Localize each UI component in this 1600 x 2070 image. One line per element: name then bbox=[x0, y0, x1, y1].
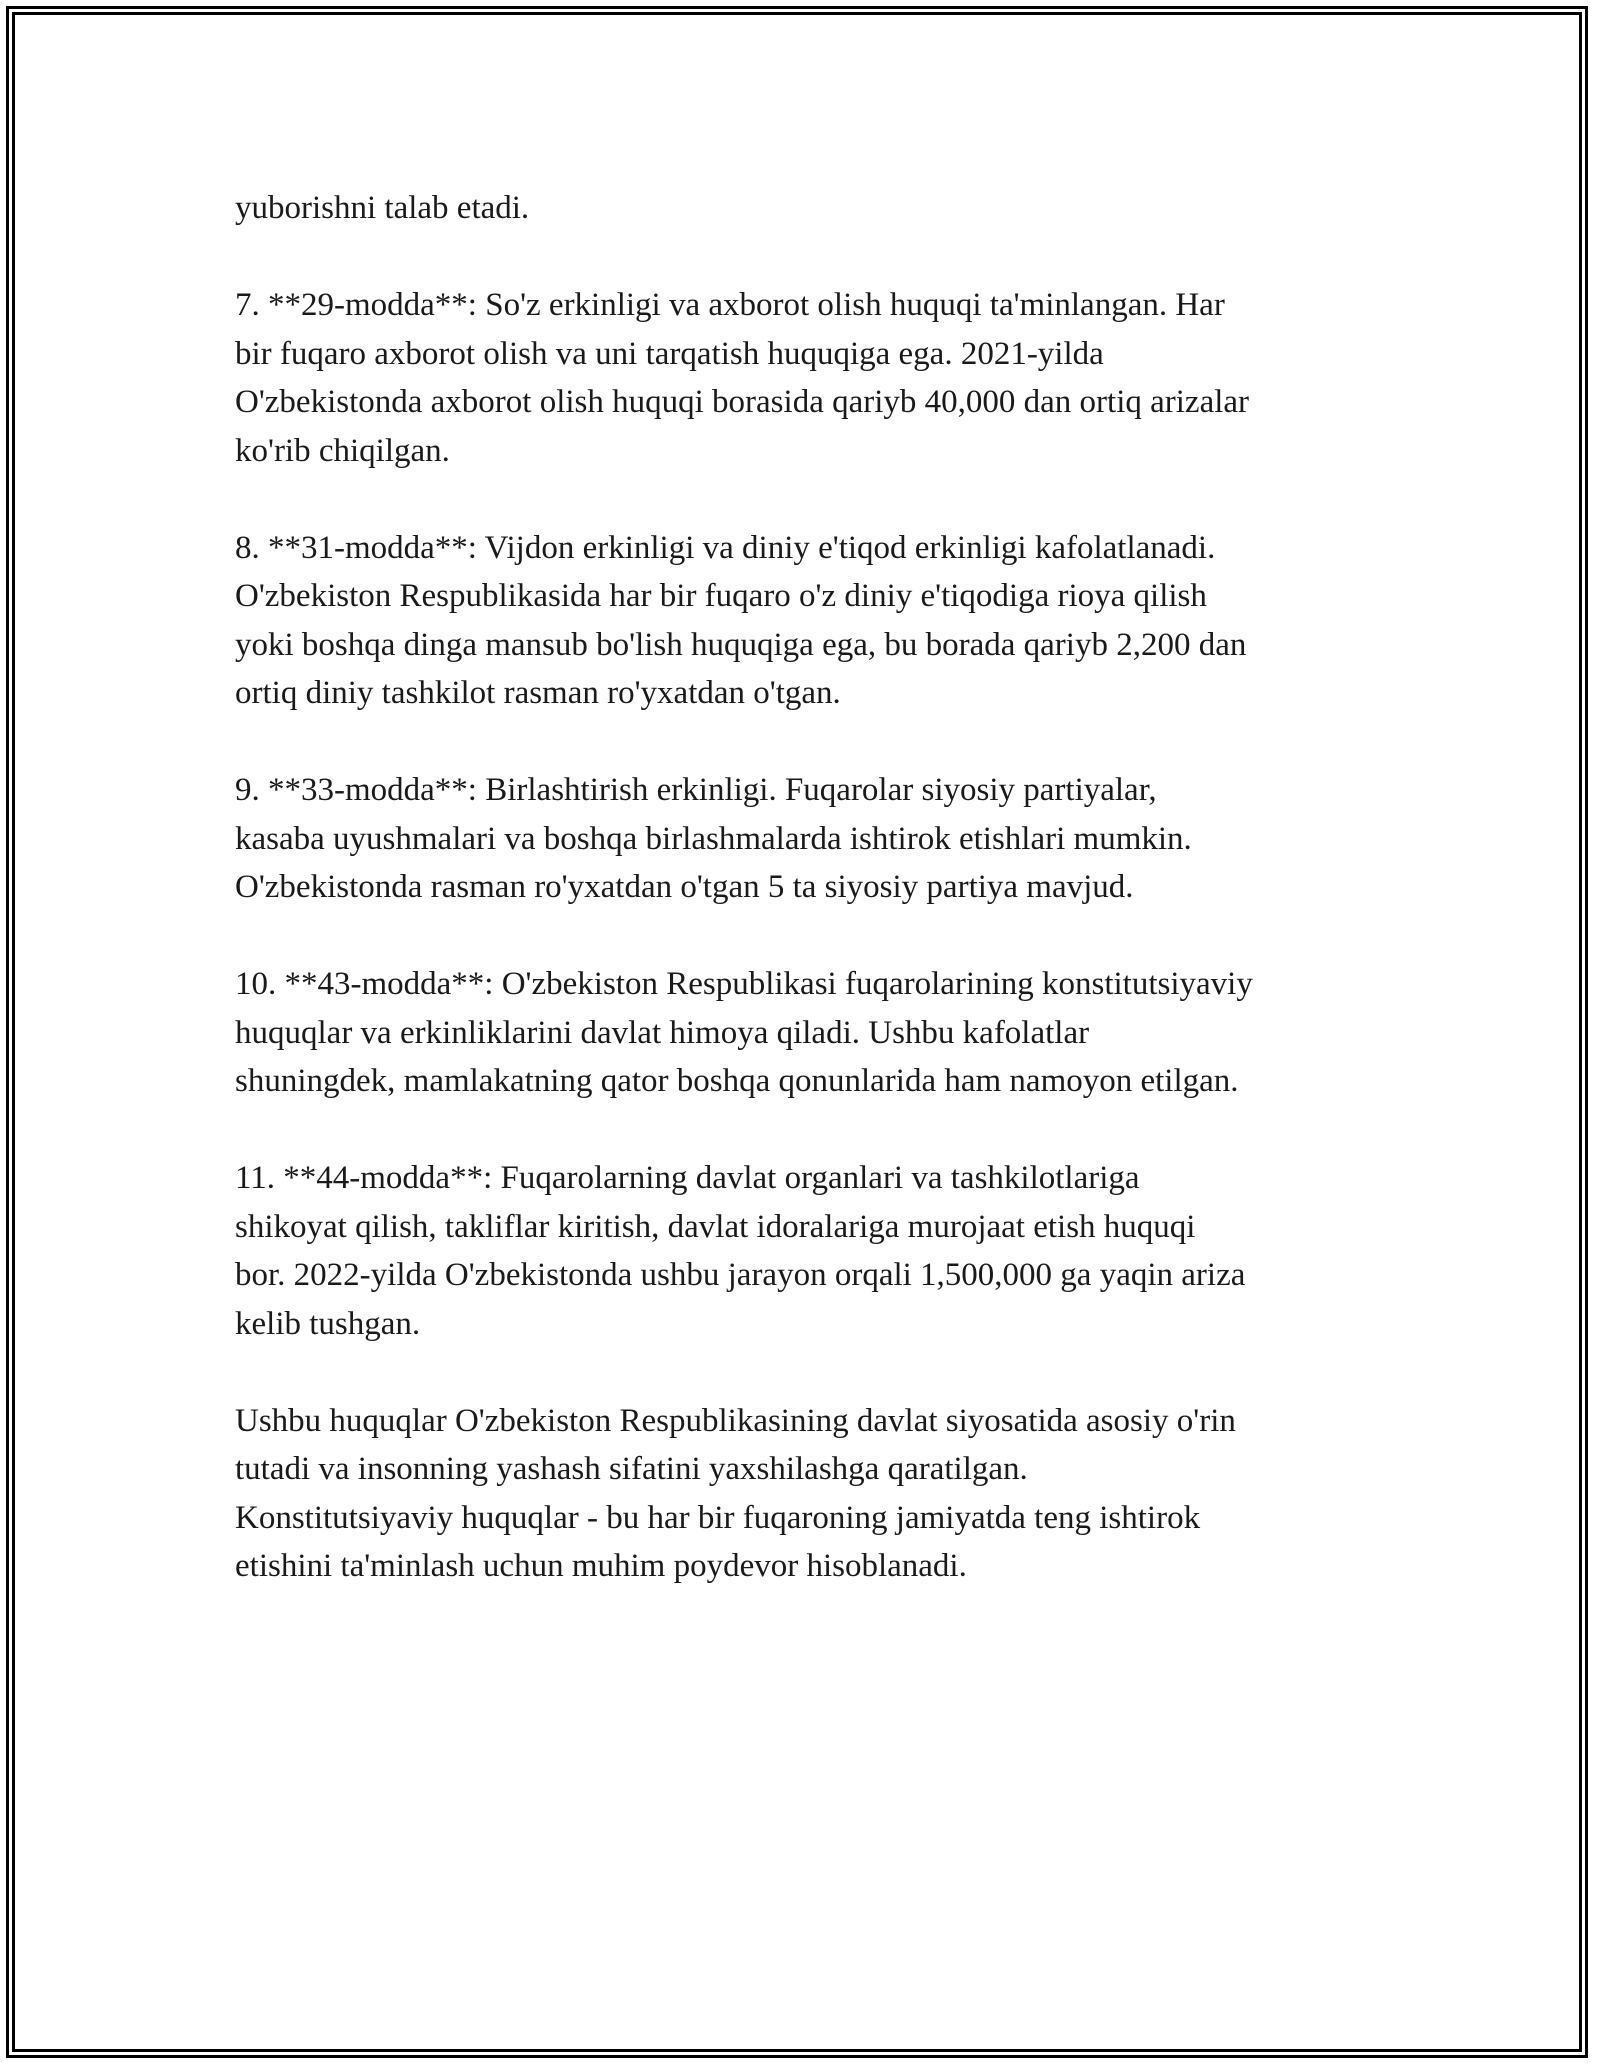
paragraph-article-31: 8. **31-modda**: Vijdon erkinligi va diniy e'tiqod erkinligi kafolatlanadi. O'zbekiston Respublikasida har bir fuqaro o'z diniy e'tiqodiga rioya qilish yoki boshqa dinga mansub bo'lish huquqiga ega, bu borada qariyb 2,200 dan ortiq diniy tashkilot rasman ro'yxatdan o'tgan. bbox=[235, 529, 1247, 711]
paragraph-article-43: 10. **43-modda**: O'zbekiston Respublikasi fuqarolarining konstitutsiyaviy huquqlar va erkinliklarini davlat himoya qiladi. Ushbu kafolatlar shuningdek, mamlakatning qator boshqa qonunlarida ham namoyon etilgan. bbox=[235, 966, 1253, 1099]
paragraph-continuation: yuborishni talab etadi. bbox=[235, 190, 530, 226]
paragraph-article-29: 7. **29-modda**: So'z erkinligi va axborot olish huquqi ta'minlangan. Har bir fuqaro axborot olish va uni tarqatish huquqiga ega. 2021-yilda O'zbekistonda axborot olish huquqi borasida qariyb 40,000 dan ortiq arizalar ko'rib chiqilgan. bbox=[235, 287, 1250, 469]
document-body bbox=[235, 184, 1395, 1639]
paragraph-conclusion: Ushbu huquqlar O'zbekiston Respublikasining davlat siyosatida asosiy o'rin tutadi va insonning yashash sifatini yaxshilashga qaratilgan. Konstitutsiyaviy huquqlar - bu har bir fuqaroning jamiyatda teng ishtirok etishini ta'minlash uchun muhim poydevor hisoblanadi. bbox=[235, 1402, 1236, 1584]
paragraph-article-44: 11. **44-modda**: Fuqarolarning davlat organlari va tashkilotlariga shikoyat qilish, takliflar kiritish, davlat idoralariga murojaat etish huquqi bor. 2022-yilda O'zbekistonda ushbu jarayon orqali 1,500,000 ga yaqin ariza kelib tushgan. bbox=[235, 1160, 1246, 1342]
paragraph-article-33: 9. **33-modda**: Birlashtirish erkinligi. Fuqarolar siyosiy partiyalar, kasaba uyushmalari va boshqa birlashmalarda ishtirok etishlari mumkin. O'zbekistonda rasman ro'yxatdan o'tgan 5 ta siyosiy partiya mavjud. bbox=[235, 772, 1192, 905]
